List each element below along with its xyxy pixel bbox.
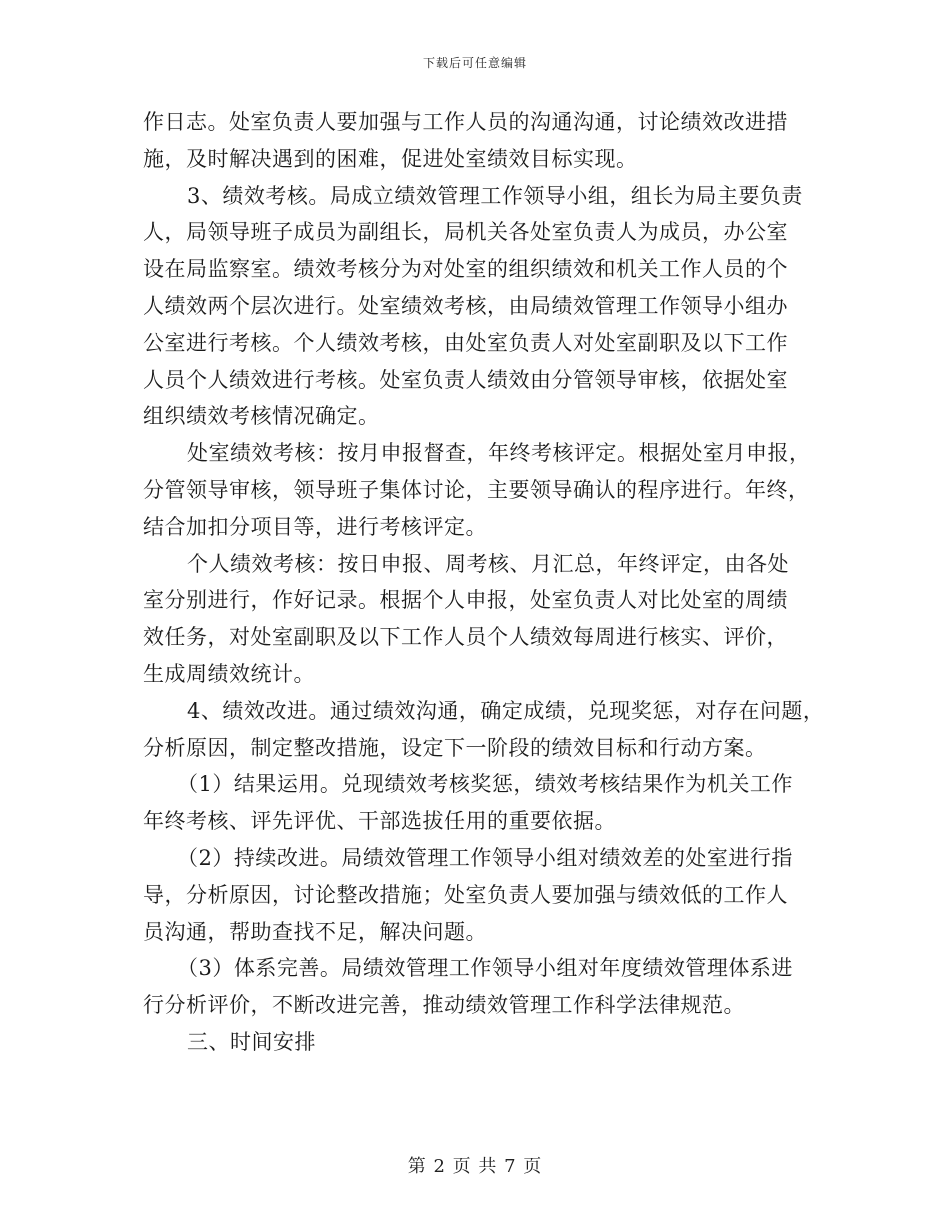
document-body (143, 104, 825, 1061)
body-text-line: （1）结果运用。兑现绩效考核奖惩，绩效考核结果作为机关工作 (177, 772, 793, 797)
body-text-line: 结合加扣分项目等，进行考核评定。 (143, 514, 487, 539)
page-header-note: 下载后可任意编辑 (422, 56, 527, 70)
body-text-line: 三、时间安排 (187, 1029, 316, 1054)
body-text-line: 导，分析原因，讨论整改措施；处室负责人要加强与绩效低的工作人 (143, 882, 788, 907)
body-text-line: 分管领导审核，领导班子集体讨论，主要领导确认的程序进行。年终， (143, 477, 810, 502)
body-text-line: 行分析评价，不断改进完善，推动绩效管理工作科学法律规范。 (143, 993, 745, 1018)
body-text-line: 设在局监察室。绩效考核分为对处室的组织绩效和机关工作人员的个 (143, 257, 788, 282)
body-text-line: 4、绩效改进。通过绩效沟通，确定成绩，兑现奖惩，对存在问题， (187, 698, 825, 723)
body-text-line: 个人绩效考核：按日申报、周考核、月汇总，年终评定，由各处 (187, 551, 789, 576)
body-text-line: 效任务，对处室副职及以下工作人员个人绩效每周进行核实、评价， (143, 625, 788, 650)
body-text-line: 分析原因，制定整改措施，设定下一阶段的绩效目标和行动方案。 (143, 735, 767, 760)
body-text-line: 施，及时解决遇到的困难，促进处室绩效目标实现。 (143, 146, 638, 171)
body-text-line: （2）持续改进。局绩效管理工作领导小组对绩效差的处室进行指 (177, 845, 793, 870)
body-text-line: 生成周绩效统计。 (143, 661, 315, 686)
body-text-line: 室分别进行，作好记录。根据个人申报，处室负责人对比处室的周绩 (143, 588, 788, 613)
body-text-line: （3）体系完善。局绩效管理工作领导小组对年度绩效管理体系进 (177, 956, 793, 981)
body-text-line: 人，局领导班子成员为副组长，局机关各处室负责人为成员，办公室 (143, 220, 788, 245)
body-text-line: 3、绩效考核。局成立绩效管理工作领导小组，组长为局主要负责 (187, 183, 803, 208)
body-text-line: 处室绩效考核：按月申报督查，年终考核评定。根据处室月申报， (187, 441, 811, 466)
body-text-line: 人员个人绩效进行考核。处室负责人绩效由分管领导审核，依据处室 (143, 367, 788, 392)
body-text-line: 作日志。处室负责人要加强与工作人员的沟通沟通，讨论绩效改进措 (143, 110, 788, 134)
page-number: 第 2 页 共 7 页 (407, 1156, 543, 1177)
body-text-line: 人绩效两个层次进行。处室绩效考核，由局绩效管理工作领导小组办 (143, 293, 788, 318)
body-text-line: 员沟通，帮助查找不足，解决问题。 (143, 919, 487, 944)
body-text-line: 组织绩效考核情况确定。 (143, 404, 380, 429)
body-text-line: 公室进行考核。个人绩效考核，由处室负责人对处室副职及以下工作 (143, 330, 788, 355)
body-text-line: 年终考核、评先评优、干部选拔任用的重要依据。 (143, 809, 616, 834)
